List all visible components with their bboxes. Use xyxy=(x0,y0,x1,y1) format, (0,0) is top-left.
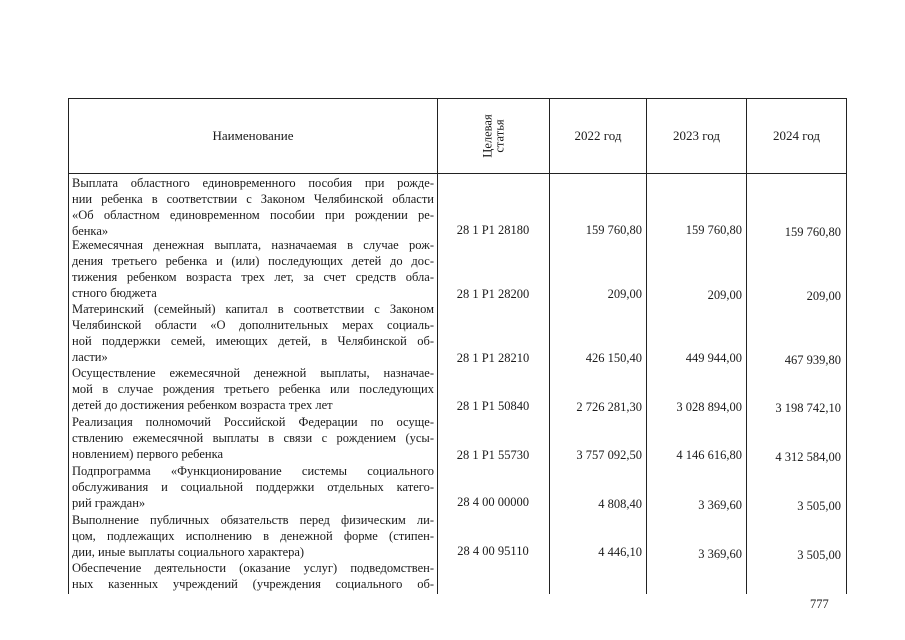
row-code: 28 1 P1 28200 xyxy=(456,287,530,301)
row-value-2024: 4 312 584,00 xyxy=(775,450,841,464)
row-value-2024: 209,00 xyxy=(806,289,841,303)
column-divider xyxy=(646,174,647,594)
row-value-2023: 209,00 xyxy=(707,288,742,302)
row-value-2022: 159 760,80 xyxy=(585,223,642,237)
row-name-line: цом, подлежащих исполнению в денежной форме (стипен- xyxy=(72,529,434,543)
row-value-2023: 3 369,60 xyxy=(698,498,742,512)
row-value-2023: 3 369,60 xyxy=(698,547,742,561)
row-name-line: Подпрограмма «Функционирование системы социального xyxy=(72,464,434,478)
row-value-2022: 4 808,40 xyxy=(598,497,642,511)
column-divider xyxy=(746,174,747,594)
row-name-line: новлением) первого ребенка xyxy=(72,447,223,461)
row-value-2023: 3 028 894,00 xyxy=(676,400,742,414)
row-name-line: бенка» xyxy=(72,224,109,238)
header-2024-cell xyxy=(746,98,847,174)
row-name-line: Выполнение публичных обязательств перед физическим ли- xyxy=(72,513,434,527)
row-value-2024: 3 198 742,10 xyxy=(775,401,841,415)
row-name-line: тижения ребенком возраста трех лет, за счет средств обла- xyxy=(72,270,434,284)
row-value-2024: 159 760,80 xyxy=(784,225,841,239)
row-value-2024: 3 505,00 xyxy=(797,499,841,513)
row-name-line: дии, иные выплаты социального характера) xyxy=(72,545,305,559)
row-name-line: ласти» xyxy=(72,350,108,364)
row-value-2024: 3 505,00 xyxy=(797,548,841,562)
row-name-line: рий граждан» xyxy=(72,496,146,510)
row-name-line: ствлению ежемесячной выплаты в связи с рождением (усы- xyxy=(72,431,434,445)
row-name-line: Ежемесячная денежная выплата, назначаемая в случае рож- xyxy=(72,238,434,252)
row-name-line: Осуществление ежемесячной денежной выплаты, назначае- xyxy=(72,366,434,380)
row-value-2024: 467 939,80 xyxy=(784,353,841,367)
row-value-2023: 4 146 616,80 xyxy=(676,448,742,462)
page-number: 777 xyxy=(810,597,829,611)
row-code: 28 4 00 95110 xyxy=(457,544,529,558)
row-code: 28 1 P1 50840 xyxy=(456,399,530,413)
row-name-line: ных казенных учреждений (учреждения социального об- xyxy=(72,577,434,591)
header-code-line2: статья xyxy=(492,119,507,153)
header-name-cell xyxy=(68,98,437,174)
row-code: 28 1 P1 55730 xyxy=(456,448,530,462)
row-value-2022: 2 726 281,30 xyxy=(576,400,642,414)
row-name-line: дения третьего ребенка и (или) последующих детей до дос- xyxy=(72,254,434,268)
row-name xyxy=(72,175,434,239)
row-name-line: стного бюджета xyxy=(72,286,157,300)
row-name xyxy=(72,237,434,301)
row-name-line: нии ребенка в соответствии с Законом Челябинской области xyxy=(72,192,434,206)
row-value-2023: 449 944,00 xyxy=(685,351,742,365)
header-code-line1: Целевая xyxy=(480,114,495,158)
row-name-line: ной поддержки семей, имеющих детей, в Челябинской об- xyxy=(72,334,434,348)
column-divider xyxy=(437,174,438,594)
row-name-line: Обеспечение деятельности (оказание услуг) подведомствен- xyxy=(72,561,434,575)
row-name xyxy=(72,463,434,511)
header-2022: 2022 год xyxy=(574,128,622,143)
header-2023-cell xyxy=(646,98,746,174)
header-2024: 2024 год xyxy=(773,128,820,143)
row-name-line: мой в случае рождения третьего ребенка или последующих xyxy=(72,382,434,396)
row-name-line: обслуживания и социальной поддержки отдельных катего- xyxy=(72,480,434,494)
header-2023: 2023 год xyxy=(673,128,720,143)
row-name xyxy=(72,301,434,365)
row-value-2022: 3 757 092,50 xyxy=(576,448,642,462)
header-code xyxy=(482,114,506,157)
row-name xyxy=(72,512,434,560)
header-name: Наименование xyxy=(212,128,294,143)
row-name-line: Реализация полномочий Российской Федерации по осуще- xyxy=(72,415,434,429)
row-value-2023: 159 760,80 xyxy=(685,223,742,237)
row-value-2022: 426 150,40 xyxy=(585,351,642,365)
row-name-line: детей до достижения ребенком возраста трех лет xyxy=(72,398,333,412)
header-code-cell xyxy=(437,98,549,174)
row-name xyxy=(72,365,434,413)
row-name-line: Выплата областного единовременного пособия при рожде- xyxy=(72,176,434,190)
row-name-line: «Об областном единовременном пособии при рождении ре- xyxy=(72,208,434,222)
row-value-2022: 4 446,10 xyxy=(598,545,642,559)
row-name xyxy=(72,414,434,462)
column-divider xyxy=(68,174,69,594)
row-name-line: Челябинской области «О дополнительных мерах социаль- xyxy=(72,318,434,332)
row-name xyxy=(72,560,434,592)
header-2022-cell xyxy=(549,98,646,174)
row-code: 28 1 P1 28210 xyxy=(456,351,530,365)
column-divider xyxy=(846,174,847,594)
row-value-2022: 209,00 xyxy=(607,287,642,301)
row-code: 28 4 00 00000 xyxy=(457,495,529,509)
row-name-line: Материнский (семейный) капитал в соответствии с Законом xyxy=(72,302,434,316)
row-code: 28 1 P1 28180 xyxy=(456,223,530,237)
column-divider xyxy=(549,174,550,594)
